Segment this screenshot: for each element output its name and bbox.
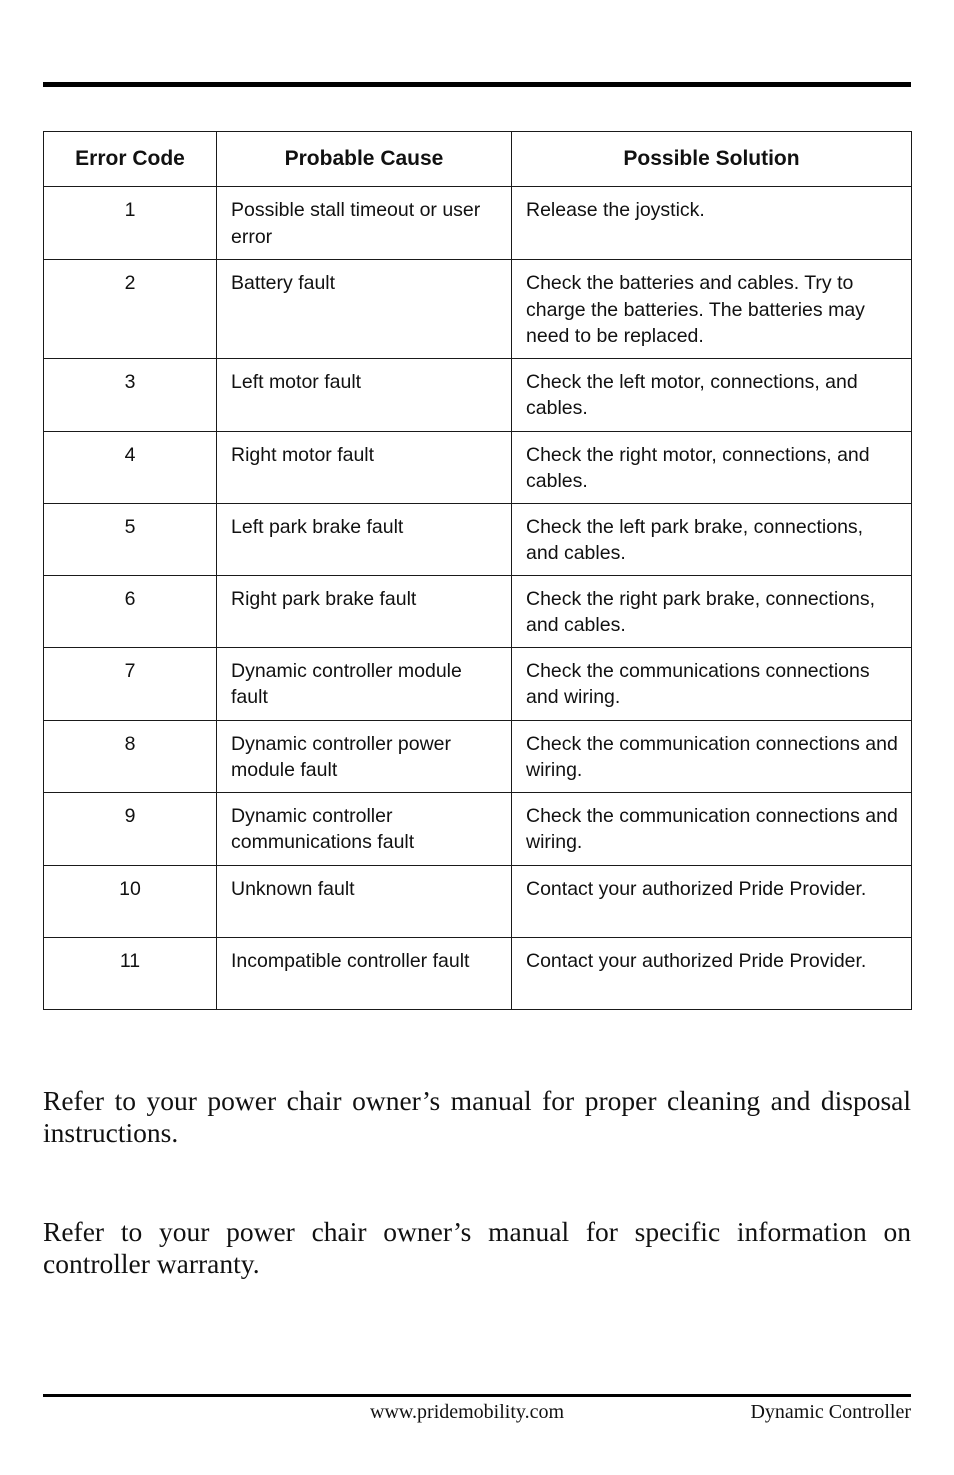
error-code-cell: 9 [44, 792, 217, 865]
table-row [44, 937, 912, 1009]
header-error-code: Error Code [44, 132, 217, 187]
probable-cause-cell: Right motor fault [217, 431, 512, 503]
probable-cause-cell: Dynamic controller module fault [217, 647, 512, 720]
possible-solution-cell: Check the communication connections and wiring. [512, 792, 912, 865]
possible-solution-cell: Check the right motor, connections, and cables. [512, 431, 912, 503]
probable-cause-cell: Possible stall timeout or user error [217, 187, 512, 260]
error-code-cell: 6 [44, 575, 217, 647]
error-code-table [43, 131, 912, 1010]
error-code-cell: 3 [44, 358, 217, 431]
footer-rule [43, 1394, 911, 1397]
error-code-cell: 4 [44, 431, 217, 503]
footer-document-title: Dynamic Controller [750, 1401, 911, 1423]
table-row [44, 431, 912, 503]
table-row [44, 720, 912, 792]
probable-cause-cell: Unknown fault [217, 865, 512, 937]
header-possible-solution: Possible Solution [512, 132, 912, 187]
cleaning-instructions-paragraph: Refer to your power chair owner’s manual for proper cleaning and disposal instructions. [43, 1085, 911, 1148]
probable-cause-cell: Dynamic controller communications fault [217, 792, 512, 865]
header-rule [43, 82, 911, 87]
probable-cause-cell: Incompatible controller fault [217, 937, 512, 1009]
error-code-cell: 8 [44, 720, 217, 792]
possible-solution-cell: Check the batteries and cables. Try to charge the batteries. The batteries may need to be replaced. [512, 260, 912, 359]
possible-solution-cell: Check the communication connections and wiring. [512, 720, 912, 792]
probable-cause-cell: Right park brake fault [217, 575, 512, 647]
probable-cause-cell: Left motor fault [217, 358, 512, 431]
table-row [44, 358, 912, 431]
possible-solution-cell: Contact your authorized Pride Provider. [512, 937, 912, 1009]
table-row [44, 792, 912, 865]
table-header-row [44, 132, 912, 187]
table-row [44, 187, 912, 260]
table-row [44, 575, 912, 647]
probable-cause-cell: Battery fault [217, 260, 512, 359]
table-row [44, 647, 912, 720]
table-row [44, 503, 912, 575]
probable-cause-cell: Left park brake fault [217, 503, 512, 575]
error-code-cell: 1 [44, 187, 217, 260]
possible-solution-cell: Check the left park brake, connections, and cables. [512, 503, 912, 575]
table-row [44, 260, 912, 359]
error-code-cell: 5 [44, 503, 217, 575]
header-probable-cause: Probable Cause [217, 132, 512, 187]
warranty-paragraph: Refer to your power chair owner’s manual for specific information on controller warranty. [43, 1216, 911, 1279]
error-code-cell: 2 [44, 260, 217, 359]
possible-solution-cell: Check the communications connections and wiring. [512, 647, 912, 720]
error-code-cell: 10 [44, 865, 217, 937]
table-row [44, 865, 912, 937]
footer-website: www.pridemobility.com [370, 1401, 565, 1423]
possible-solution-cell: Contact your authorized Pride Provider. [512, 865, 912, 937]
error-code-cell: 7 [44, 647, 217, 720]
possible-solution-cell: Check the right park brake, connections, and cables. [512, 575, 912, 647]
possible-solution-cell: Release the joystick. [512, 187, 912, 260]
error-code-cell: 11 [44, 937, 217, 1009]
possible-solution-cell: Check the left motor, connections, and cables. [512, 358, 912, 431]
probable-cause-cell: Dynamic controller power module fault [217, 720, 512, 792]
